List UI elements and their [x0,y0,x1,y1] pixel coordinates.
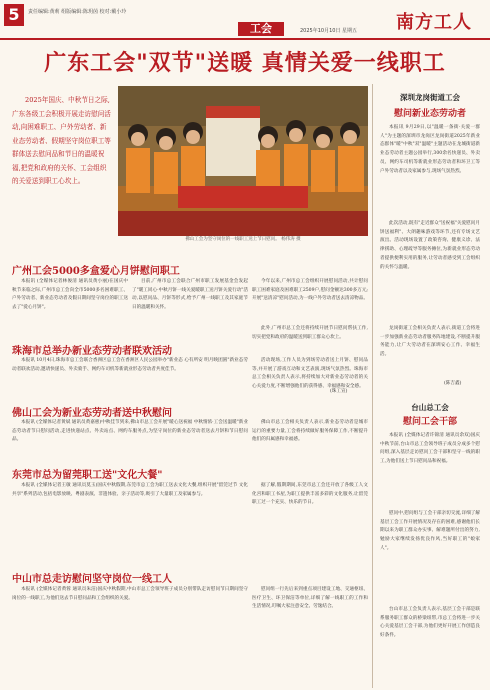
article-body-guangzhou-2: 目前,广州市总工会联合广州市职工发展基金会发起了"暖工同心·中秋月饼一线关爱暖职工送月饼关爱行动"活动,以慰问品、月饼等形式,给予广州一线职工及其家庭节日的温暖和关怀。 [132,279,248,310]
photo-caption: 佛山工会为坚守岗位的一线职工送上节日慰问。 杨伟涛 摄 [185,237,301,242]
issue-date: 2025年10月10日 星期五 [300,28,358,34]
sidebar-title-taishan: 慰问工会干部 [402,417,457,427]
sidebar-body-longgang-3: 龙岗街道工会相关负责人表示,街道工会将进一步加强新业态劳动者服务阵地建设,不断提升服务能力,让广大劳动者在深圳安心工作、幸福生活。 [380,326,480,358]
page-number: 5 [4,4,24,26]
article-signature-zhuhai: (珠工宣) [330,389,348,394]
sidebar-body-taishan-3: 台山市总工会负责人表示,基层工会干部是联系服务职工群众的桥梁纽带,市总工会将进一步关心关爱基层工会干部,为他们更好开展工作创造良好条件。 [380,607,480,639]
sidebar-body-taishan-2: 慰问中,慰问组与工会干部亲切交流,详细了解基层工会工作开展情况及存在的困难,感谢他们长期以来为职工群众办实事、解难题所付出的努力,勉励大家继续发扬优良作风,当好职工的"娘家人"。 [380,511,480,551]
article-title-guangzhou: 广州工会5000多盒爱心月饼慰问职工 [12,266,180,277]
sidebar-kicker-taishan: 台山总工会 [411,403,449,412]
article-body-guangzhou-4: 此外,广州市总工会还将持续开展节日慰问帮扶工作,切实把党和政府的温暖送到职工群众心坎上。 [252,326,368,340]
sidebar-kicker-longgang: 深圳龙岗街道工会 [400,93,460,102]
article-body-zhongshan-1: 本报讯 (全媒体记者黄蓉 通讯员朱洁)国庆中秋假期,中山市总工会领导班子成员分别带队走访慰问节日期间坚守岗位的一线职工,为他们送去节日慰问品和工会组织的关爱。 [12,587,248,601]
section-label: 工会 [238,22,284,36]
page-headline: 广东工会"双节"送暖 真情关爱一线职工 [44,50,446,76]
article-title-foshan: 佛山工会为新业态劳动者送中秋慰问 [12,408,172,419]
photo-illustration [118,86,368,236]
lede-paragraph: 2025年国庆、中秋节日之际,广东各级工会积极开展走访慰问活动,向困难职工、户外劳动者、新业态劳动者、假期坚守岗位职工等群体送去慰问品和节日的温暖祝福,把党和政府的关怀、工会组织的关爱送到职工心坎上。 [12,96,111,185]
editor-credits: 责任编辑:黄莉 组版编辑:陈玥茵 校对:戴小玲 [28,9,127,15]
news-photo [118,86,368,236]
column-divider [372,84,373,688]
sidebar-body-longgang-2: 此次活动,既有"走近群众"送祝福"关爱慰问月饼送福利"、大朗趣味游戏等环节,还有专场文艺演出。活动现场设置了政策咨询、健康义诊、法律援助、心理疏导等服务摊位,为新就业形态劳动者提供便利实用的服务,让劳动者感受到工会组织的关怀与温暖。 [380,221,480,270]
article-body-dongguan-2: 据了解,假期期间,东莞市总工会还开放了各级工人文化宫和职工书屋,为职工提供丰富多彩的文化服务,让留莞职工过一个充实、快乐的节日。 [252,483,368,506]
article-title-dongguan: 东莞市总为留莞职工送"文化大餐" [12,470,163,481]
article-body-dongguan-1: 本报讯 (全媒体记者王敏 通讯员莫玉)国庆中秋假期,东莞市总工会为职工送去文化大餐,组织开展"留莞过节 文化共享"系列活动,包括电影放映、粤剧表演、非遗体验、亲子活动等,吸引了大量职工及家属参与。 [12,483,248,497]
sidebar-title-longgang: 慰问新业态劳动者 [393,109,466,119]
article-title-zhongshan: 中山市总走访慰问坚守岗位一线工人 [12,574,172,585]
article-title-zhuhai: 珠海市总举办新业态劳动者联欢活动 [12,346,172,357]
sidebar-body-taishan-1: 本报讯 (全媒体记者许锦清 通讯员余双)国庆中秋节前,台山市总工会领导班子成员分成多个慰问组,深入基层走访慰问工会干部和坚守一线的职工,为他们送上节日慰问品和祝福。 [380,433,480,465]
newspaper-brand: 南方工人 [396,12,472,33]
article-body-guangzhou-3: 今年以来,广州市总工会组织开展慰问活动,共计慰问职工困难家庭及困难职工2509户,慰问金额达300多万元;开展"送清凉"慰问活动,为一线户外劳动者送去清凉物品。 [252,279,368,302]
article-body-zhongshan-2: 慰问组一行先后来到重点项目建设工地、交通枢纽、医疗卫生、环卫保洁等单位,详细了解一线职工的工作和生活情况,叮嘱大家注意安全、劳逸结合。 [252,587,368,610]
article-body-foshan-2: 佛山市总工会相关负责人表示,新业态劳动者是城市运行的重要力量,工会将持续做好服务保障工作,不断提升他们的归属感和幸福感。 [252,420,368,443]
article-body-guangzhou-1: 本报讯 (全媒体记者林俊清 通讯员黄小丽)在国庆中秋节来临之际,广州市总工会向全市5000多名困难职工、户外劳动者、新业态劳动者及假日期间坚守岗位的职工送去了"爱心月饼"。 [12,279,128,310]
article-body-foshan-1: 本报讯 (全媒体记者黄斌 通讯员黄嘉惠)中秋佳节到来,佛山市总工会开展"暖心送祝福 中秋情浓·工会送温暖"新业态劳动者节日慰问活动,走进快递站点、外卖站点、网约车服务点,为坚守岗位的新业态劳动者送去月饼和节日慰问品。 [12,420,248,443]
article-body-zhuhai-1: 本报讯 10月4日,珠海市总工会联合香洲区总工会在香洲区人民公园举办"新业态 心有所安 明月映团圆"新业态劳动者联欢活动,邀请快递员、外卖骑手、网约车司机等新就业形态劳动者共度佳节。 [12,358,248,372]
sidebar-signature-longgang: (陈吉鑫) [444,381,462,386]
masthead-bar [0,0,490,40]
article-body-zhuhai-2: 活动现场,工作人员为到场劳动者送上月饼、慰问品等,并开展了游戏互动和文艺表演,现场气氛热烈。珠海市总工会相关负责人表示,将持续加大对新业态劳动者的关心关爱力度,不断增强他们的获得感、幸福感和安全感。 [252,358,368,389]
sidebar-body-longgang-1: 本报讯 9月29日,以"温暖一条街·关爱一群人"为主题的深圳市龙岗区龙岗街道2025年新业态群体"暖"中秋"双"温暖"主题活动在龙城街道新业态劳动者主题公园举行,300余名快递员、外卖员、网约车司机等新就业形态劳动者和环卫工等户外劳动者以及家属参与,现场气氛热烈。 [380,125,480,174]
